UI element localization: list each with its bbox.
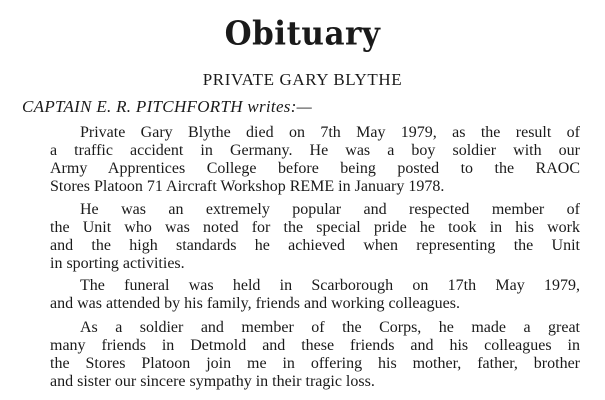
text-line: and was attended by his family, friends and working colleagues. bbox=[50, 295, 460, 312]
paragraph-character bbox=[50, 201, 580, 273]
text-line: Stores Platoon 71 Aircraft Workshop REME in January 1978. bbox=[50, 178, 445, 195]
author-byline: CAPTAIN E. R. PITCHFORTH writes:— bbox=[22, 97, 313, 116]
text-line: As a soldier and member of the Corps, he made a great bbox=[80, 319, 580, 336]
text-line: and sister our sincere sympathy in their tragic loss. bbox=[50, 373, 375, 390]
text-line: a traffic accident in Germany. He was a boy soldier with our bbox=[50, 142, 580, 159]
text-line: He was an extremely popular and respected member of bbox=[80, 201, 580, 218]
text-line: the Stores Platoon join me in offering his mother, father, brother bbox=[50, 355, 580, 372]
text-line: many friends in Detmold and these friends and his colleagues in bbox=[50, 337, 580, 354]
paragraph-death-notice bbox=[50, 124, 580, 196]
text-line: and the high standards he achieved when representing the Unit bbox=[50, 237, 580, 254]
text-line: Army Apprentices College before being posted to the RAOC bbox=[50, 160, 580, 177]
text-line: The funeral was held in Scarborough on 17th May 1979, bbox=[80, 277, 580, 294]
text-line: in sporting activities. bbox=[50, 255, 185, 272]
paragraph-funeral bbox=[50, 277, 580, 313]
paragraph-condolences bbox=[50, 319, 580, 391]
obituary-heading: Obituary bbox=[224, 15, 381, 53]
text-line: Private Gary Blythe died on 7th May 1979, as the result of bbox=[80, 124, 580, 141]
obituary-subject-name: PRIVATE GARY BLYTHE bbox=[202, 70, 403, 89]
text-line: the Unit who was noted for the special pride he took in his work bbox=[50, 219, 580, 236]
